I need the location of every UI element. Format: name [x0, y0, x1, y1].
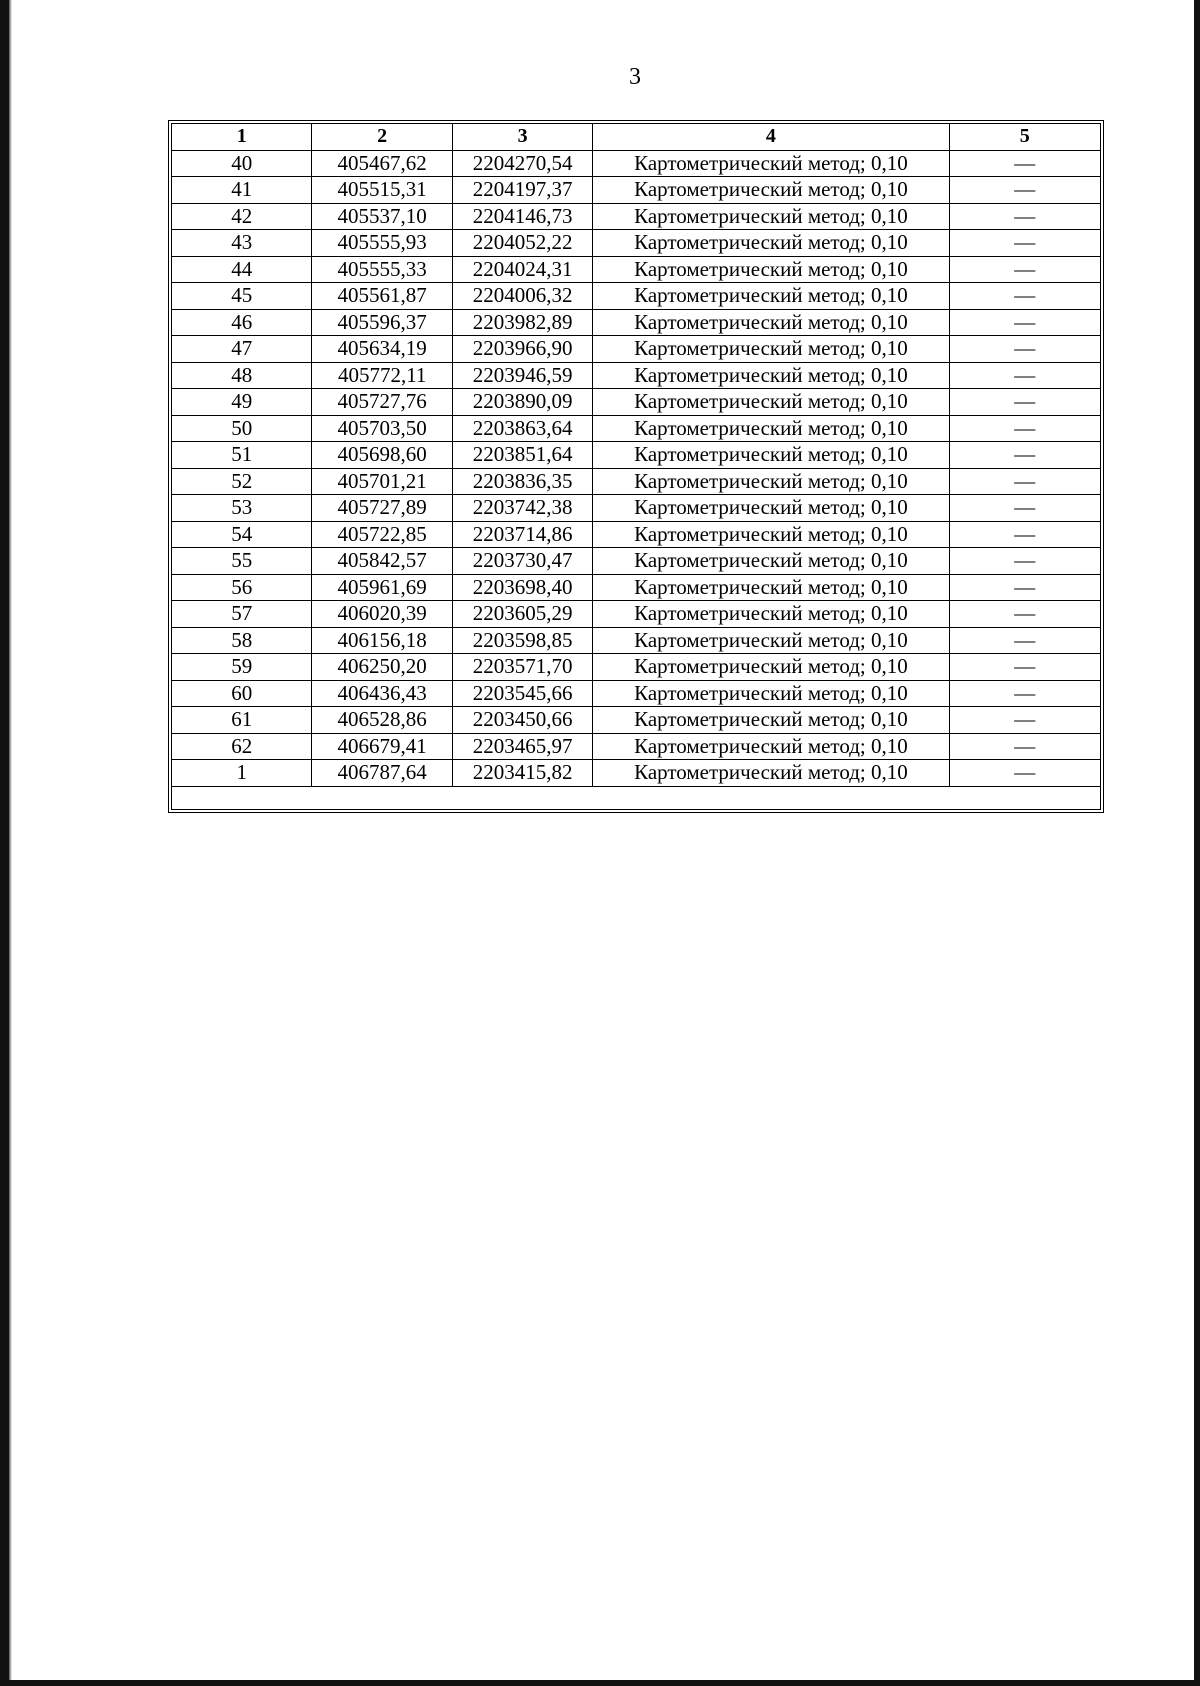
table-row: [172, 495, 1101, 522]
y-coordinate-cell: 2203415,82: [452, 760, 592, 787]
method-accuracy-cell: Картометрический метод; 0,10: [593, 150, 949, 177]
y-coordinate-cell: 2204197,37: [452, 177, 592, 204]
y-coordinate-cell: 2203698,40: [452, 574, 592, 601]
column-header-2: 2: [312, 124, 452, 151]
point-number-cell: 46: [172, 309, 312, 336]
y-coordinate-cell: 2204006,32: [452, 283, 592, 310]
description-cell: —: [949, 760, 1101, 787]
y-coordinate-cell: 2203946,59: [452, 362, 592, 389]
method-accuracy-cell: Картометрический метод; 0,10: [593, 627, 949, 654]
y-coordinate-cell: 2203714,86: [452, 521, 592, 548]
y-coordinate-cell: 2204024,31: [452, 256, 592, 283]
description-cell: —: [949, 627, 1101, 654]
method-accuracy-cell: Картометрический метод; 0,10: [593, 389, 949, 416]
y-coordinate-cell: 2203890,09: [452, 389, 592, 416]
method-accuracy-cell: Картометрический метод; 0,10: [593, 415, 949, 442]
method-accuracy-cell: Картометрический метод; 0,10: [593, 760, 949, 787]
x-coordinate-cell: 405561,87: [312, 283, 452, 310]
point-number-cell: 43: [172, 230, 312, 257]
table-row: [172, 654, 1101, 681]
table-row: [172, 362, 1101, 389]
x-coordinate-cell: 405772,11: [312, 362, 452, 389]
description-cell: —: [949, 389, 1101, 416]
x-coordinate-cell: 405703,50: [312, 415, 452, 442]
y-coordinate-cell: 2204146,73: [452, 203, 592, 230]
point-number-cell: 47: [172, 336, 312, 363]
y-coordinate-cell: 2203598,85: [452, 627, 592, 654]
table-row: [172, 707, 1101, 734]
table-row: [172, 680, 1101, 707]
table-row: [172, 733, 1101, 760]
description-cell: —: [949, 150, 1101, 177]
method-accuracy-cell: Картометрический метод; 0,10: [593, 654, 949, 681]
x-coordinate-cell: 405722,85: [312, 521, 452, 548]
method-accuracy-cell: Картометрический метод; 0,10: [593, 548, 949, 575]
scan-edge-bottom: [0, 1680, 1200, 1686]
x-coordinate-cell: 406020,39: [312, 601, 452, 628]
method-accuracy-cell: Картометрический метод; 0,10: [593, 203, 949, 230]
table-row: [172, 283, 1101, 310]
point-number-cell: 44: [172, 256, 312, 283]
point-number-cell: 41: [172, 177, 312, 204]
point-number-cell: 1: [172, 760, 312, 787]
y-coordinate-cell: 2204052,22: [452, 230, 592, 257]
description-cell: —: [949, 336, 1101, 363]
point-number-cell: 54: [172, 521, 312, 548]
table-row: [172, 230, 1101, 257]
x-coordinate-cell: 405555,33: [312, 256, 452, 283]
point-number-cell: 61: [172, 707, 312, 734]
description-cell: —: [949, 256, 1101, 283]
y-coordinate-cell: 2203982,89: [452, 309, 592, 336]
table-row: [172, 415, 1101, 442]
description-cell: —: [949, 468, 1101, 495]
y-coordinate-cell: 2203545,66: [452, 680, 592, 707]
description-cell: —: [949, 601, 1101, 628]
table-row: [172, 521, 1101, 548]
point-number-cell: 57: [172, 601, 312, 628]
description-cell: —: [949, 309, 1101, 336]
coordinates-table: [171, 123, 1101, 810]
x-coordinate-cell: 406679,41: [312, 733, 452, 760]
table-row: [172, 177, 1101, 204]
method-accuracy-cell: Картометрический метод; 0,10: [593, 177, 949, 204]
x-coordinate-cell: 405727,89: [312, 495, 452, 522]
x-coordinate-cell: 405596,37: [312, 309, 452, 336]
description-cell: —: [949, 707, 1101, 734]
method-accuracy-cell: Картометрический метод; 0,10: [593, 495, 949, 522]
x-coordinate-cell: 406156,18: [312, 627, 452, 654]
method-accuracy-cell: Картометрический метод; 0,10: [593, 733, 949, 760]
y-coordinate-cell: 2203836,35: [452, 468, 592, 495]
column-header-4: 4: [593, 124, 949, 151]
y-coordinate-cell: 2203730,47: [452, 548, 592, 575]
x-coordinate-cell: 405701,21: [312, 468, 452, 495]
point-number-cell: 62: [172, 733, 312, 760]
table-row: [172, 760, 1101, 787]
point-number-cell: 56: [172, 574, 312, 601]
description-cell: —: [949, 203, 1101, 230]
point-number-cell: 49: [172, 389, 312, 416]
point-number-cell: 55: [172, 548, 312, 575]
description-cell: —: [949, 654, 1101, 681]
table-row: [172, 468, 1101, 495]
table-row: [172, 336, 1101, 363]
table-row: [172, 548, 1101, 575]
y-coordinate-cell: 2203966,90: [452, 336, 592, 363]
table-body: [172, 150, 1101, 809]
description-cell: —: [949, 521, 1101, 548]
table-row: [172, 309, 1101, 336]
method-accuracy-cell: Картометрический метод; 0,10: [593, 230, 949, 257]
table-row: [172, 442, 1101, 469]
point-number-cell: 59: [172, 654, 312, 681]
scan-edge-left: [0, 0, 9, 1686]
scan-edge-right: [1194, 0, 1200, 1686]
method-accuracy-cell: Картометрический метод; 0,10: [593, 336, 949, 363]
x-coordinate-cell: 405537,10: [312, 203, 452, 230]
y-coordinate-cell: 2203571,70: [452, 654, 592, 681]
point-number-cell: 42: [172, 203, 312, 230]
table-row: [172, 601, 1101, 628]
point-number-cell: 60: [172, 680, 312, 707]
description-cell: —: [949, 283, 1101, 310]
column-header-5: 5: [949, 124, 1101, 151]
x-coordinate-cell: 405515,31: [312, 177, 452, 204]
page-number: 3: [629, 64, 641, 90]
method-accuracy-cell: Картометрический метод; 0,10: [593, 707, 949, 734]
table-row: [172, 574, 1101, 601]
empty-cell: [172, 786, 1101, 809]
table-row: [172, 203, 1101, 230]
description-cell: —: [949, 415, 1101, 442]
x-coordinate-cell: 405467,62: [312, 150, 452, 177]
method-accuracy-cell: Картометрический метод; 0,10: [593, 601, 949, 628]
method-accuracy-cell: Картометрический метод; 0,10: [593, 442, 949, 469]
method-accuracy-cell: Картометрический метод; 0,10: [593, 680, 949, 707]
table-header-row: [172, 124, 1101, 151]
description-cell: —: [949, 177, 1101, 204]
method-accuracy-cell: Картометрический метод; 0,10: [593, 283, 949, 310]
x-coordinate-cell: 406787,64: [312, 760, 452, 787]
method-accuracy-cell: Картометрический метод; 0,10: [593, 309, 949, 336]
description-cell: —: [949, 495, 1101, 522]
x-coordinate-cell: 406528,86: [312, 707, 452, 734]
method-accuracy-cell: Картометрический метод; 0,10: [593, 362, 949, 389]
method-accuracy-cell: Картометрический метод; 0,10: [593, 521, 949, 548]
x-coordinate-cell: 405961,69: [312, 574, 452, 601]
point-number-cell: 45: [172, 283, 312, 310]
x-coordinate-cell: 405555,93: [312, 230, 452, 257]
description-cell: —: [949, 362, 1101, 389]
point-number-cell: 40: [172, 150, 312, 177]
empty-row: [172, 786, 1101, 809]
description-cell: —: [949, 733, 1101, 760]
description-cell: —: [949, 230, 1101, 257]
method-accuracy-cell: Картометрический метод; 0,10: [593, 468, 949, 495]
y-coordinate-cell: 2203863,64: [452, 415, 592, 442]
table-row: [172, 150, 1101, 177]
x-coordinate-cell: 405634,19: [312, 336, 452, 363]
y-coordinate-cell: 2203851,64: [452, 442, 592, 469]
x-coordinate-cell: 406250,20: [312, 654, 452, 681]
y-coordinate-cell: 2203742,38: [452, 495, 592, 522]
x-coordinate-cell: 405842,57: [312, 548, 452, 575]
point-number-cell: 52: [172, 468, 312, 495]
description-cell: —: [949, 442, 1101, 469]
column-header-3: 3: [452, 124, 592, 151]
point-number-cell: 48: [172, 362, 312, 389]
column-header-1: 1: [172, 124, 312, 151]
point-number-cell: 58: [172, 627, 312, 654]
x-coordinate-cell: 405727,76: [312, 389, 452, 416]
table-row: [172, 256, 1101, 283]
table-row: [172, 627, 1101, 654]
point-number-cell: 51: [172, 442, 312, 469]
description-cell: —: [949, 548, 1101, 575]
description-cell: —: [949, 680, 1101, 707]
coordinates-table-frame: [168, 120, 1104, 813]
y-coordinate-cell: 2203465,97: [452, 733, 592, 760]
x-coordinate-cell: 405698,60: [312, 442, 452, 469]
description-cell: —: [949, 574, 1101, 601]
y-coordinate-cell: 2203605,29: [452, 601, 592, 628]
table-row: [172, 389, 1101, 416]
method-accuracy-cell: Картометрический метод; 0,10: [593, 256, 949, 283]
point-number-cell: 50: [172, 415, 312, 442]
point-number-cell: 53: [172, 495, 312, 522]
y-coordinate-cell: 2204270,54: [452, 150, 592, 177]
y-coordinate-cell: 2203450,66: [452, 707, 592, 734]
x-coordinate-cell: 406436,43: [312, 680, 452, 707]
method-accuracy-cell: Картометрический метод; 0,10: [593, 574, 949, 601]
